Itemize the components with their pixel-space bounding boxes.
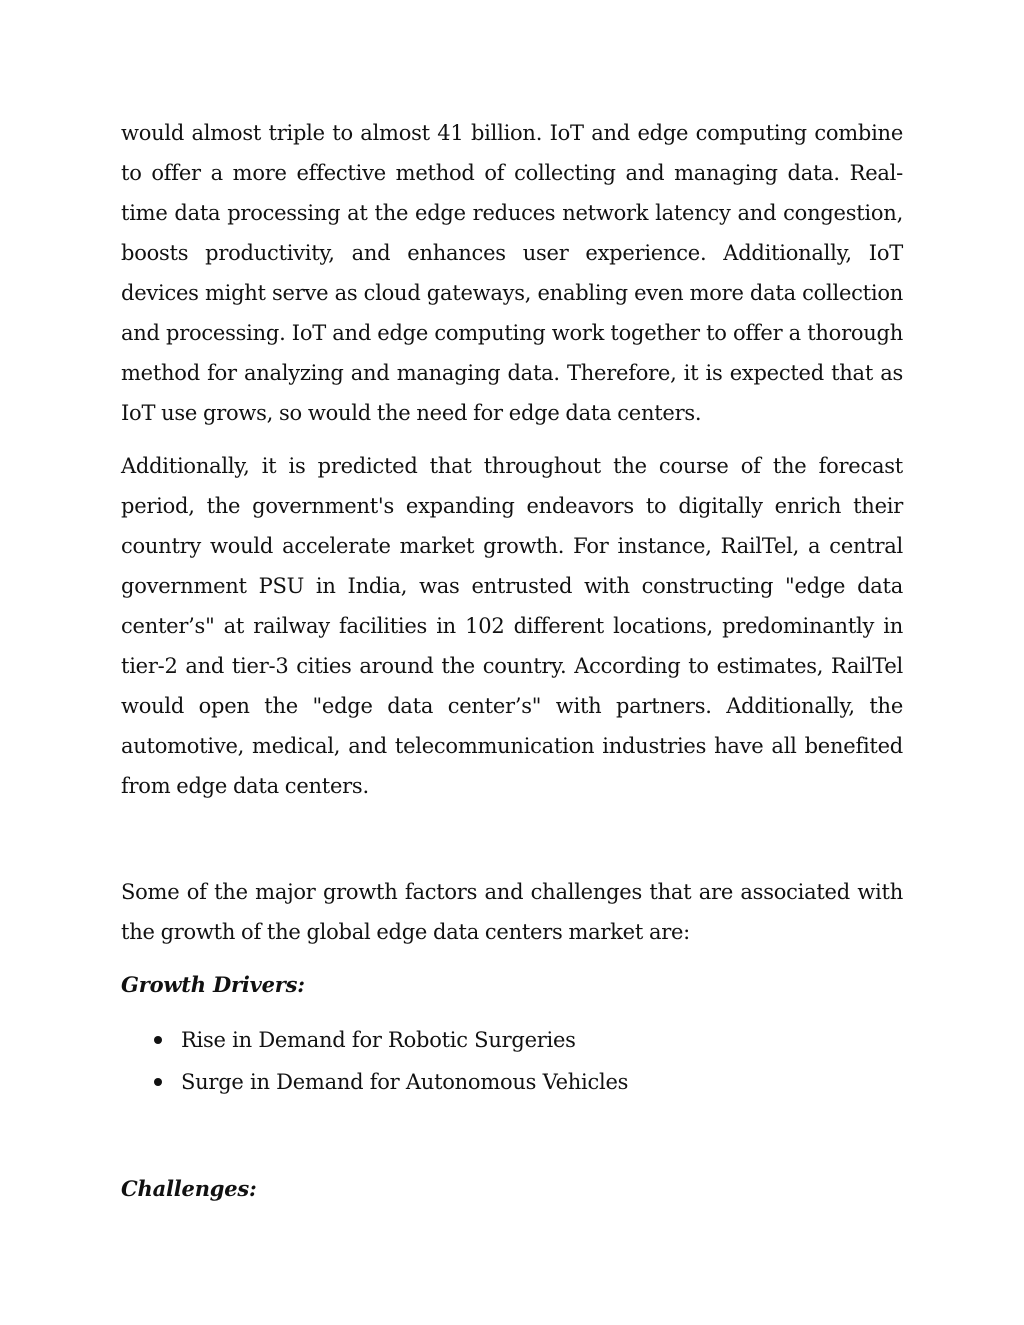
challenges-heading: Challenges: (121, 1176, 257, 1201)
list-item (121, 1061, 903, 1103)
bullet-icon (154, 1036, 162, 1044)
paragraph-growth-factors-intro: Some of the major growth factors and challenges that are associated with the growth of the global edge data centers market are: (121, 880, 903, 944)
list-item (121, 1019, 903, 1061)
list-item-text: Surge in Demand for Autonomous Vehicles (181, 1070, 629, 1094)
bullet-icon (154, 1078, 162, 1086)
growth-drivers-list (121, 1019, 903, 1103)
growth-drivers-heading: Growth Drivers: (121, 972, 305, 997)
list-item-text: Rise in Demand for Robotic Surgeries (181, 1028, 576, 1052)
paragraph-government-initiatives: Additionally, it is predicted that throughout the course of the forecast period, the government's expanding endeavors to digitally enrich their country would accelerate market growth. For instance, RailTel, a central government PSU in India, was entrusted with constructing "edge data center’s" at railway facilities in 102 different locations, predominantly in tier-2 and tier-3 cities around the country. According to estimates, RailTel would open the "edge data center’s" with partners. Additionally, the automotive, medical, and telecommunication industries have all benefited from edge data centers. (121, 454, 903, 798)
paragraph-iot-edge: would almost triple to almost 41 billion. IoT and edge computing combine to offer a more effective method of collecting and managing data. Real-time data processing at the edge reduces network latency and congestion, boosts productivity, and enhances user experience. Additionally, IoT devices might serve as cloud gateways, enabling even more data collection and processing. IoT and edge computing work together to offer a thorough method for analyzing and managing data. Therefore, it is expected that as IoT use grows, so would the need for edge data centers. (121, 121, 903, 425)
document-page (121, 113, 903, 1209)
